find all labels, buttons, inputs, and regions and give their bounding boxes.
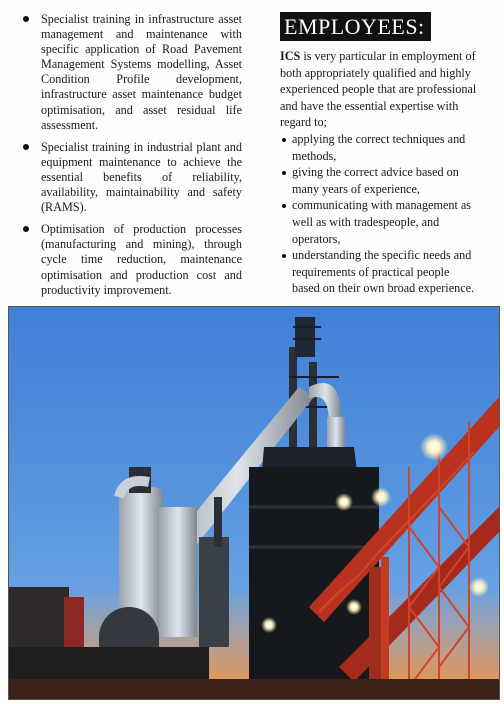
bullet-icon <box>23 226 29 232</box>
employees-heading: EMPLOYEES: <box>280 12 431 41</box>
expertise-text: understanding the specific needs and requirements of practical people based on their own broad experience. <box>292 248 475 296</box>
service-text: Specialist training in infrastructure asset management and maintenance with specific application of Road Pavement Management Systems modelling, Asset Condition Profile development, infrastructure asset maintenance budget optimisation, and asset residual life assessment. <box>41 12 242 132</box>
list-item <box>20 12 242 133</box>
bullet-icon <box>282 204 286 208</box>
bullet-icon <box>282 254 286 258</box>
employees-intro <box>280 48 480 131</box>
expertise-list <box>280 131 480 297</box>
list-item <box>20 222 242 297</box>
bullet-icon <box>282 171 286 175</box>
bullet-icon <box>23 16 29 22</box>
list-item <box>280 164 480 197</box>
bullet-icon <box>282 138 286 142</box>
services-column <box>20 12 242 305</box>
service-text: Specialist training in industrial plant and equipment maintenance to achieve the essential benefits of reliability, availability, maintainability and safety (RAMS). <box>41 139 242 215</box>
services-list <box>20 12 242 298</box>
list-item <box>280 247 480 297</box>
service-text: Optimisation of production processes (manufacturing and mining), through cycle time reduction, maintenance optimisation and production cost and productivity improvement. <box>41 222 242 297</box>
expertise-text: giving the correct advice based on many years of experience, <box>292 165 459 196</box>
list-item <box>280 197 480 247</box>
list-item <box>20 140 242 215</box>
company-name: ICS <box>280 49 301 63</box>
list-item <box>280 131 480 164</box>
expertise-text: applying the correct techniques and methods, <box>292 131 466 163</box>
expertise-text: communicating with management as well as with tradespeople, and operators, <box>292 198 472 246</box>
intro-text: is very particular in employment of both appropriately qualified and highly experienced people that are professional and have the essential expertise with regard to; <box>280 49 477 130</box>
industrial-plant-photo <box>8 306 500 700</box>
employees-section <box>280 12 480 297</box>
bullet-icon <box>23 144 29 150</box>
